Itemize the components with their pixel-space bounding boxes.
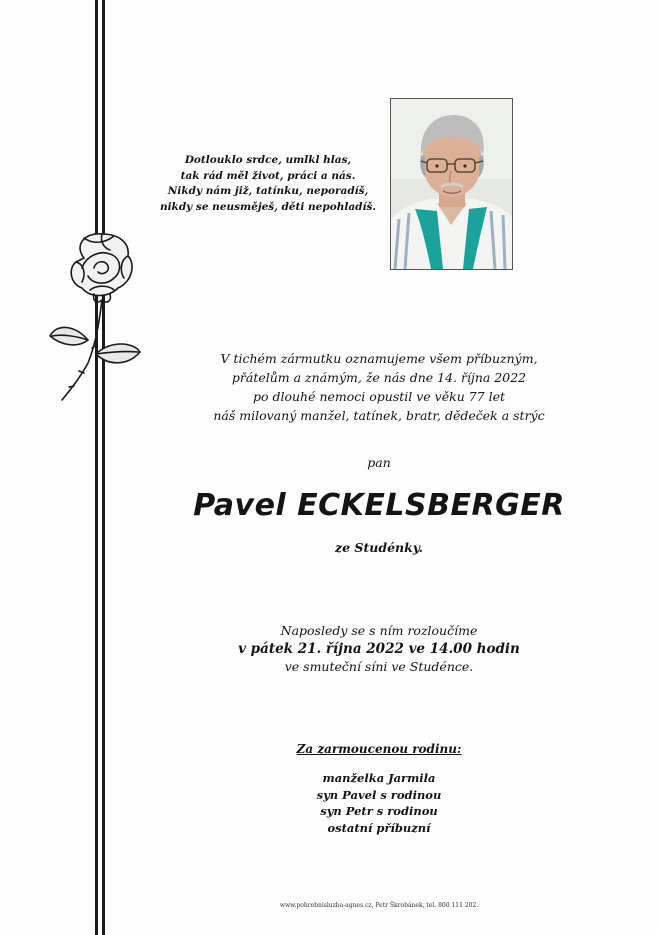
funeral-date: v pátek 21. října 2022 ve 14.00 hodin [238, 641, 520, 657]
title-word: pan [367, 455, 391, 470]
announcement-line: V tichém zármutku oznamujeme všem příbuzným, [220, 351, 538, 366]
deceased-name: Pavel ECKELSBERGER [193, 488, 565, 523]
announcement-line: přátelům a známým, že nás dne 14. října 2022 [231, 370, 527, 385]
border-line-right [102, 0, 105, 935]
verse [148, 153, 388, 215]
verse-line: tak rád měl život, práci a nás. [180, 169, 356, 182]
funeral-place: ve smuteční síni ve Studénce. [284, 659, 474, 674]
family-member: syn Petr s rodinou [320, 804, 438, 818]
footer-contact: www.pohrebnisluzba-agnes.cz, Petr Škrobánek, tel. 800 111 202. [279, 902, 479, 909]
family-member: ostatní příbuzní [327, 820, 431, 835]
funeral-info [120, 622, 638, 676]
announcement [120, 349, 638, 425]
family-list [120, 770, 638, 836]
portrait-photo [390, 98, 513, 270]
border-line-left [95, 0, 98, 935]
verse-line: nikdy se neusměješ, děti nepohladíš. [159, 200, 377, 213]
origin: ze Studénky. [335, 540, 423, 555]
funeral-line: Naposledy se s ním rozloučíme [280, 623, 478, 638]
verse-line: Nikdy nám již, tatínku, neporadíš, [167, 185, 369, 198]
family-heading: Za zarmoucenou rodinu: [296, 742, 462, 756]
announcement-line: náš milovaný manžel, tatínek, bratr, dědeček a strýc [213, 408, 545, 423]
announcement-line: po dlouhé nemoci opustil ve věku 77 let [252, 389, 506, 404]
verse-line: Dotlouklo srdce, umlkl hlas, [184, 154, 352, 166]
family-member: syn Pavel s rodinou [316, 787, 442, 802]
family-member: manželka Jarmila [322, 771, 436, 785]
